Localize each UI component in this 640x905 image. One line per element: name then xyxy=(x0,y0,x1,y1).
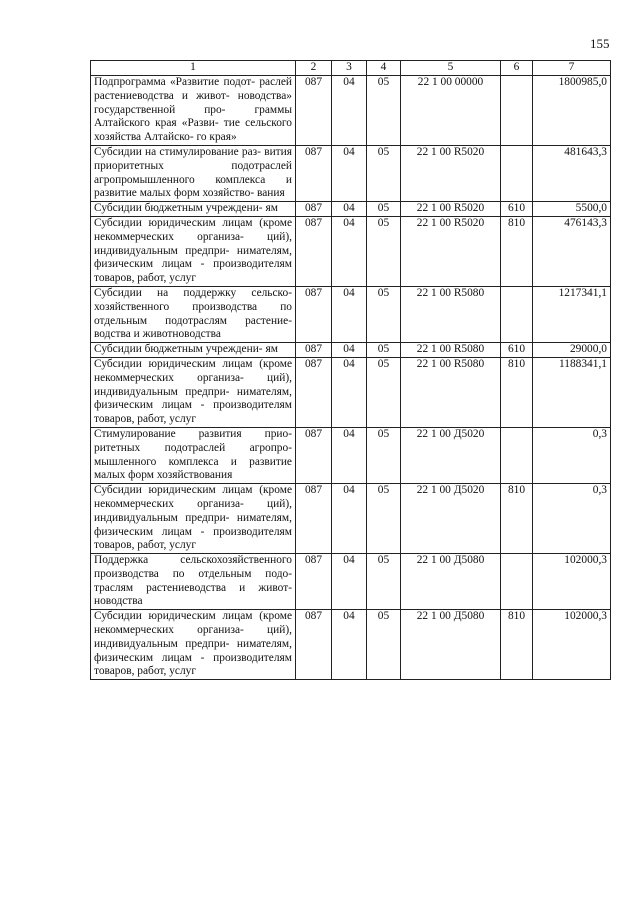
item-name-line: услуг xyxy=(169,413,197,426)
item-name-line: новодства» государственной про- xyxy=(94,89,292,116)
item-name-line: производителям товаров, работ, xyxy=(94,651,292,678)
item-name-line: Поддержка сельскохозяйственного xyxy=(94,554,292,567)
amount: 1188341,1 xyxy=(533,357,611,427)
section-code: 04 xyxy=(332,343,367,358)
subsection-code: 05 xyxy=(367,286,401,342)
item-name-line: (кроме некоммерческих организа- xyxy=(94,484,292,510)
item-name-line: производителям товаров, работ, xyxy=(94,525,292,552)
item-name-line: Субсидии бюджетным учреждени- xyxy=(94,343,263,356)
item-name-line: ций), индивидуальным предпри- xyxy=(94,497,292,524)
amount: 476143,3 xyxy=(533,216,611,286)
item-name-line: вития приоритетных подотраслей xyxy=(94,145,292,172)
table-body xyxy=(91,76,611,680)
column-header-6: 6 xyxy=(501,61,533,76)
item-name-line: траслям растениеводства и живот- xyxy=(94,581,292,594)
item-name-line: Субсидии на стимулирование раз- xyxy=(94,145,261,158)
expense-type-code: 810 xyxy=(501,610,533,680)
ministry-code: 087 xyxy=(296,145,332,201)
section-code: 04 xyxy=(332,427,367,483)
amount: 481643,3 xyxy=(533,145,611,201)
section-code: 04 xyxy=(332,216,367,286)
ministry-code: 087 xyxy=(296,76,332,146)
item-name-line: отдельным подотраслям растение- xyxy=(94,314,292,327)
table-row xyxy=(91,286,611,342)
ministry-code: 087 xyxy=(296,554,332,610)
ministry-code: 087 xyxy=(296,286,332,342)
item-name-line: Субсидии юридическим лицам xyxy=(94,216,253,229)
item-name-line: Подпрограмма «Развитие подот- xyxy=(94,76,256,88)
item-name xyxy=(91,610,296,680)
column-header-2: 2 xyxy=(296,61,332,76)
amount: 0,3 xyxy=(533,484,611,554)
item-name-line: нимателям, физическим лицам - xyxy=(94,244,292,271)
subsection-code: 05 xyxy=(367,216,401,286)
header-row xyxy=(91,61,611,76)
item-name-line: (кроме некоммерческих организа- xyxy=(94,216,292,243)
item-name-line: граммы Алтайского края «Разви- xyxy=(94,103,292,130)
expense-type-code: 810 xyxy=(501,216,533,286)
item-name-line: Субсидии на поддержку сельско- xyxy=(94,286,292,299)
subsection-code: 05 xyxy=(367,357,401,427)
section-code: 04 xyxy=(332,357,367,427)
item-name-line: ям xyxy=(265,343,278,356)
expense-type-code xyxy=(501,554,533,610)
item-name-line: малых форм хозяйствования xyxy=(94,469,233,482)
item-name xyxy=(91,484,296,554)
item-name-line: нимателям, физическим лицам - xyxy=(94,511,292,538)
expense-type-code xyxy=(501,145,533,201)
item-name-line: производства по отдельным подо- xyxy=(94,567,292,580)
target-article-code: 22 1 00 R5020 xyxy=(401,216,501,286)
item-name-line: нимателям, физическим лицам - xyxy=(94,385,292,412)
item-name-line: ций), индивидуальным предпри- xyxy=(94,624,292,650)
item-name-line: развитие малых форм хозяйство- xyxy=(94,187,255,200)
budget-table xyxy=(90,60,611,680)
target-article-code: 22 1 00 00000 xyxy=(401,76,501,146)
amount: 29000,0 xyxy=(533,343,611,358)
amount: 0,3 xyxy=(533,427,611,483)
ministry-code: 087 xyxy=(296,427,332,483)
table-row xyxy=(91,145,611,201)
amount: 102000,3 xyxy=(533,554,611,610)
item-name-line: Субсидии юридическим лицам xyxy=(94,610,253,623)
target-article-code: 22 1 00 Д5080 xyxy=(401,610,501,680)
item-name-line: услуг xyxy=(169,272,197,285)
item-name-line: раслей растениеводства и живот- xyxy=(94,76,292,102)
item-name-line: нимателям, физическим лицам - xyxy=(94,637,292,664)
target-article-code: 22 1 00 R5020 xyxy=(401,145,501,201)
amount: 1217341,1 xyxy=(533,286,611,342)
subsection-code: 05 xyxy=(367,202,401,217)
target-article-code: 22 1 00 R5080 xyxy=(401,343,501,358)
item-name-line: водства и животноводства xyxy=(94,328,221,341)
item-name-line: Субсидии юридическим лицам xyxy=(94,484,253,497)
section-code: 04 xyxy=(332,286,367,342)
table-header xyxy=(91,61,611,76)
item-name-line: Субсидии юридическим лицам xyxy=(94,357,253,370)
section-code: 04 xyxy=(332,554,367,610)
expense-type-code: 610 xyxy=(501,343,533,358)
item-name-line: ритетных подотраслей агропро- xyxy=(94,441,292,454)
item-name-line: мышленного комплекса и развитие xyxy=(94,455,292,468)
item-name xyxy=(91,343,296,358)
section-code: 04 xyxy=(332,145,367,201)
ministry-code: 087 xyxy=(296,216,332,286)
subsection-code: 05 xyxy=(367,76,401,146)
ministry-code: 087 xyxy=(296,610,332,680)
item-name-line: го края» xyxy=(196,131,237,144)
item-name xyxy=(91,145,296,201)
item-name-line: вания xyxy=(257,187,285,200)
column-header-1: 1 xyxy=(91,61,296,76)
table-row xyxy=(91,202,611,217)
table-row xyxy=(91,357,611,427)
item-name-line: ций), индивидуальным предпри- xyxy=(94,230,292,257)
column-header-5: 5 xyxy=(401,61,501,76)
item-name xyxy=(91,357,296,427)
subsection-code: 05 xyxy=(367,484,401,554)
subsection-code: 05 xyxy=(367,427,401,483)
item-name xyxy=(91,202,296,217)
target-article-code: 22 1 00 R5020 xyxy=(401,202,501,217)
ministry-code: 087 xyxy=(296,484,332,554)
column-header-7: 7 xyxy=(533,61,611,76)
table-row xyxy=(91,484,611,554)
item-name-line: (кроме некоммерческих организа- xyxy=(94,357,292,384)
amount: 5500,0 xyxy=(533,202,611,217)
table-row xyxy=(91,610,611,680)
expense-type-code xyxy=(501,427,533,483)
item-name-line: (кроме некоммерческих организа- xyxy=(94,610,292,637)
table-row xyxy=(91,216,611,286)
subsection-code: 05 xyxy=(367,343,401,358)
table-row xyxy=(91,554,611,610)
target-article-code: 22 1 00 Д5020 xyxy=(401,484,501,554)
amount: 1800985,0 xyxy=(533,76,611,146)
section-code: 04 xyxy=(332,76,367,146)
item-name-line: Стимулирование развития прио- xyxy=(94,427,292,440)
column-header-4: 4 xyxy=(367,61,401,76)
section-code: 04 xyxy=(332,202,367,217)
expense-type-code: 810 xyxy=(501,484,533,554)
target-article-code: 22 1 00 R5080 xyxy=(401,286,501,342)
item-name-line: новодства xyxy=(94,595,143,608)
page-number: 155 xyxy=(590,36,610,51)
expense-type-code: 810 xyxy=(501,357,533,427)
item-name-line: производителям товаров, работ, xyxy=(94,399,292,426)
column-header-3: 3 xyxy=(332,61,367,76)
item-name-line: производителям товаров, работ, xyxy=(94,258,292,285)
ministry-code: 087 xyxy=(296,343,332,358)
item-name xyxy=(91,286,296,342)
item-name xyxy=(91,427,296,483)
section-code: 04 xyxy=(332,610,367,680)
item-name-line: хозяйственного производства по xyxy=(94,300,292,313)
item-name-line: Субсидии бюджетным учреждени- xyxy=(94,202,263,215)
subsection-code: 05 xyxy=(367,610,401,680)
target-article-code: 22 1 00 Д5020 xyxy=(401,427,501,483)
table-row xyxy=(91,343,611,358)
target-article-code: 22 1 00 R5080 xyxy=(401,357,501,427)
target-article-code: 22 1 00 Д5080 xyxy=(401,554,501,610)
table-row xyxy=(91,427,611,483)
expense-type-code xyxy=(501,76,533,146)
item-name xyxy=(91,76,296,146)
expense-type-code: 610 xyxy=(501,202,533,217)
section-code: 04 xyxy=(332,484,367,554)
item-name-line: ям xyxy=(265,202,278,215)
subsection-code: 05 xyxy=(367,554,401,610)
item-name xyxy=(91,554,296,610)
ministry-code: 087 xyxy=(296,202,332,217)
item-name-line: агропромышленного комплекса и xyxy=(94,173,292,186)
table-row xyxy=(91,76,611,146)
item-name-line: ций), индивидуальным предпри- xyxy=(94,371,292,398)
expense-type-code xyxy=(501,286,533,342)
item-name-line: услуг xyxy=(169,665,197,678)
amount: 102000,3 xyxy=(533,610,611,680)
ministry-code: 087 xyxy=(296,357,332,427)
subsection-code: 05 xyxy=(367,145,401,201)
item-name-line: тие сельского хозяйства Алтайско- xyxy=(94,117,292,144)
item-name xyxy=(91,216,296,286)
item-name-line: услуг xyxy=(169,539,197,552)
